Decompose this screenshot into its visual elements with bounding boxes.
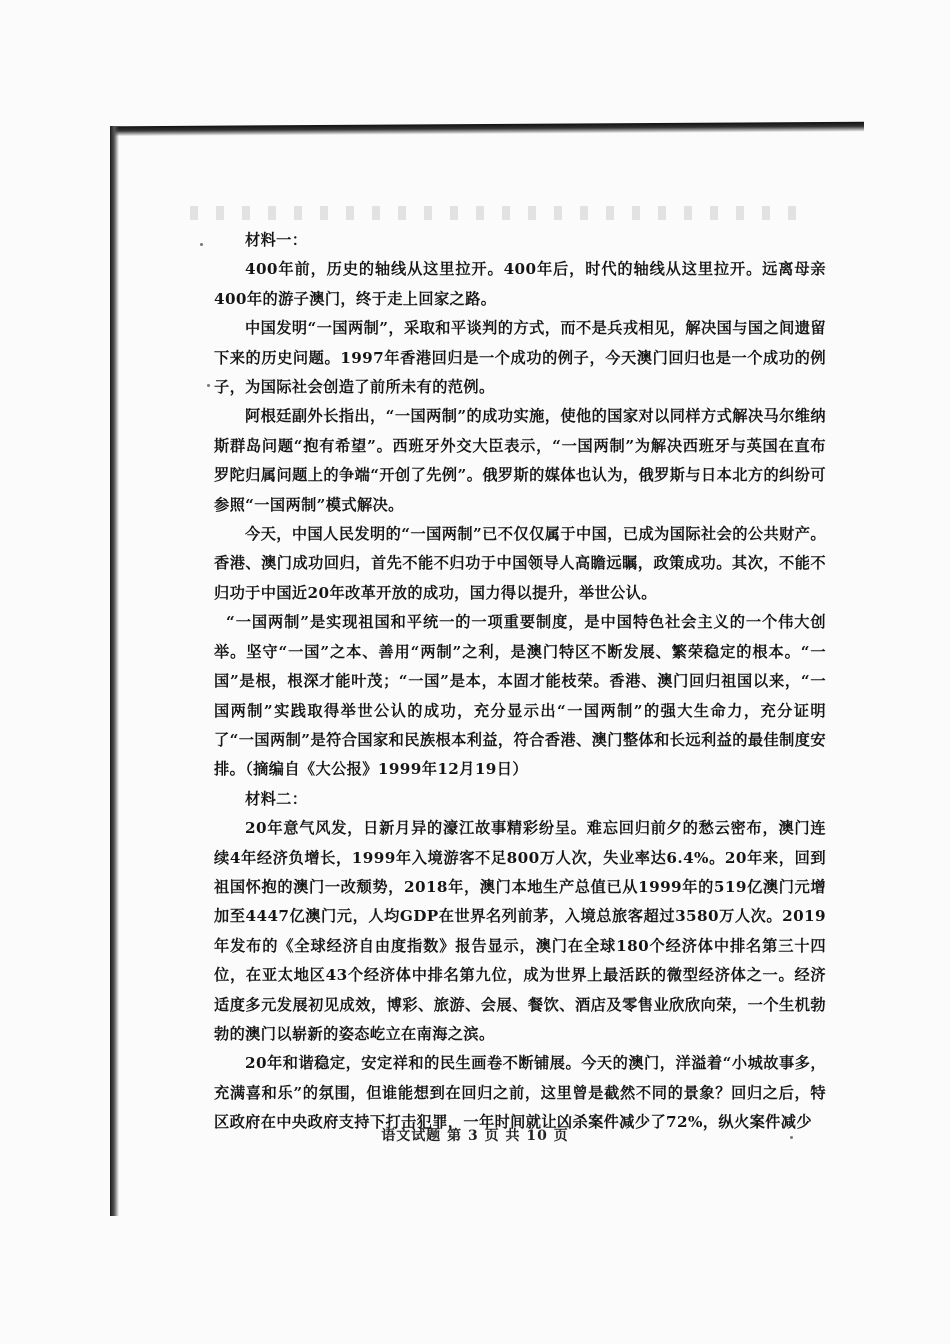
- exam-text: [214, 226, 826, 1138]
- material-1-paragraph: 阿根廷副外长指出，“一国两制”的成功实施，使他的国家对以同样方式解决马尔维纳斯群岛问题“抱有希望”。西班牙外交大臣表示，“一国两制”为解决西班牙与英国在直布罗陀归属问题上的争端“开创了先例”。俄罗斯的媒体也认为，俄罗斯与日本北方的纠纷可参照“一国两制”模式解决。: [214, 407, 826, 514]
- scan-edge-top: [112, 122, 864, 137]
- scan-edge-left: [110, 126, 119, 1216]
- bleed-through-text: [190, 206, 810, 220]
- page-footer: 语文试题 第 3 页 共 10 页: [381, 1128, 569, 1144]
- material-1-paragraph: 400年前，历史的轴线从这里拉开。400年后，时代的轴线从这里拉开。远离母亲400年的游子澳门，终于走上回家之路。: [214, 260, 826, 308]
- material-2-paragraph: 20年意气风发，日新月异的濠江故事精彩纷呈。难忘回归前夕的愁云密布，澳门连续4年经济负增长，1999年入境游客不足800万人次，失业率达6.4%。20年来，回到祖国怀抱的澳门一改颓势，2018年，澳门本地生产总值已从1999年的519亿澳门元增加至4447亿澳门元，人均GDP在世界名列前茅，入境总旅客超过3580万人次。2019年发布的《全球经济自由度指数》报告显示，澳门在全球180个经济体中排名第三十四位，在亚太地区43个经济体中排名第九位，成为世界上最活跃的微型经济体之一。经济适度多元发展初见成效，博彩、旅游、会展、餐饮、酒店及零售业欣欣向荣，一个生机勃勃的澳门以崭新的姿态屹立在南海之滨。: [214, 819, 826, 1043]
- material-2-paragraph: 20年和谐稳定，安定祥和的民生画卷不断铺展。今天的澳门，洋溢着“小城故事多，充满喜和乐”的氛围，但谁能想到在回归之前，这里曾是截然不同的景象？回归之后，特区政府在中央政府支持下打击犯罪，一年时间就让凶杀案件减少了72%，纵火案件减少: [214, 1054, 826, 1132]
- scan-speck: [207, 384, 210, 387]
- material-2-heading: 材料二：: [245, 789, 308, 808]
- material-1-paragraph: 中国发明“一国两制”，采取和平谈判的方式，而不是兵戎相见，解决国与国之间遗留下来的历史问题。1997年香港回归是一个成功的例子，今天澳门回归也是一个成功的例子，为国际社会创造了前所未有的范例。: [214, 319, 826, 397]
- scan-speck: [200, 243, 203, 246]
- material-1-paragraph: “一国两制”是实现祖国和平统一的一项重要制度，是中国特色社会主义的一个伟大创举。坚守“一国”之本、善用“两制”之利，是澳门特区不断发展、繁荣稳定的根本。“一国”是根，根深才能叶茂；“一国”是本，本固才能枝荣。香港、澳门回归祖国以来，“一国两制”实践取得举世公认的成功，充分显示出“一国两制”的强大生命力，充分证明了“一国两制”是符合国家和民族根本利益，符合香港、澳门整体和长远利益的最佳制度安排。（摘编自《大公报》1999年12月19日）: [214, 613, 826, 779]
- scan-speck: [790, 1136, 793, 1139]
- material-1-paragraph: 今天，中国人民发明的“一国两制”已不仅仅属于中国，已成为国际社会的公共财产。香港、澳门成功回归，首先不能不归功于中国领导人高瞻远瞩，政策成功。其次，不能不归功于中国近20年改革开放的成功，国力得以提升，举世公认。: [214, 525, 826, 602]
- material-1-heading: 材料一：: [245, 231, 308, 249]
